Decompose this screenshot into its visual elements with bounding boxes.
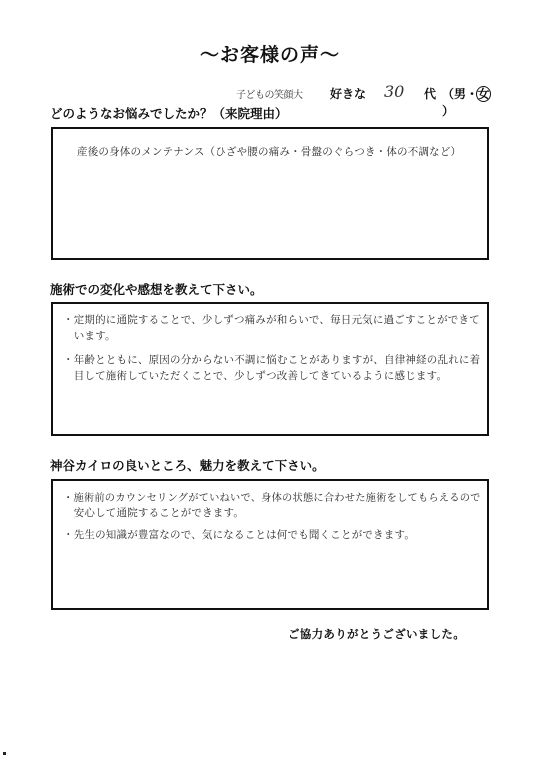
answer-box-appeal [51, 479, 489, 610]
question-reason: どのようなお悩みでしたか？（来院理由） [50, 106, 288, 121]
profile-likes-suffix: 好きな [330, 87, 367, 101]
answer-line: います。 [63, 330, 116, 342]
profile-gender [442, 85, 496, 119]
answer-line: 安心して通院することができます。 [63, 507, 245, 519]
answer-line: ・年齢とともに、原因の分からない不調に悩むことがありますが、自律神経の乱れに着 [63, 354, 481, 366]
profile-likes [236, 86, 303, 101]
answer-line: ・定期的に通院することで、少しずつ痛みが和らいで、毎日元気に過ごすことができて [63, 314, 480, 326]
profile-age: 30 [384, 82, 405, 101]
profile-likes-text: 子どもの笑顔 [236, 90, 293, 101]
answer-line: 目して施術していただくことで、少しずつ改善してきているように感じます。 [63, 370, 448, 382]
question-appeal: 神谷カイロの良いところ、魅力を教えて下さい。 [50, 458, 325, 473]
gender-prefix: （男・ [442, 87, 479, 101]
gender-selected-circle: 女 [477, 87, 490, 101]
answer-box-reason [51, 127, 489, 260]
answer-box-changes [51, 302, 489, 436]
customer-profile [236, 82, 496, 118]
closing-message: ご協力ありがとうございました。 [288, 627, 465, 641]
answer-line: ・先生の知識が豊富なので、気になることは何でも聞くことができます。 [63, 529, 416, 541]
page-title: 〜お客様の声〜 [199, 44, 340, 66]
profile-likes-mid: 大 [293, 90, 303, 101]
scan-mark [3, 752, 6, 755]
gender-suffix: ） [442, 104, 455, 118]
question-changes: 施術での変化や感想を教えて下さい。 [50, 282, 263, 297]
answer-line: ・施術前のカウンセリングがていねいで、身体の状態に合わせた施術をしてもらえるので [63, 492, 481, 504]
answer-line: 産後の身体のメンテナンス（ひざや腰の痛み・骨盤のぐらつき・体の不調など） [77, 146, 462, 158]
profile-age-unit: 代 [424, 87, 437, 101]
